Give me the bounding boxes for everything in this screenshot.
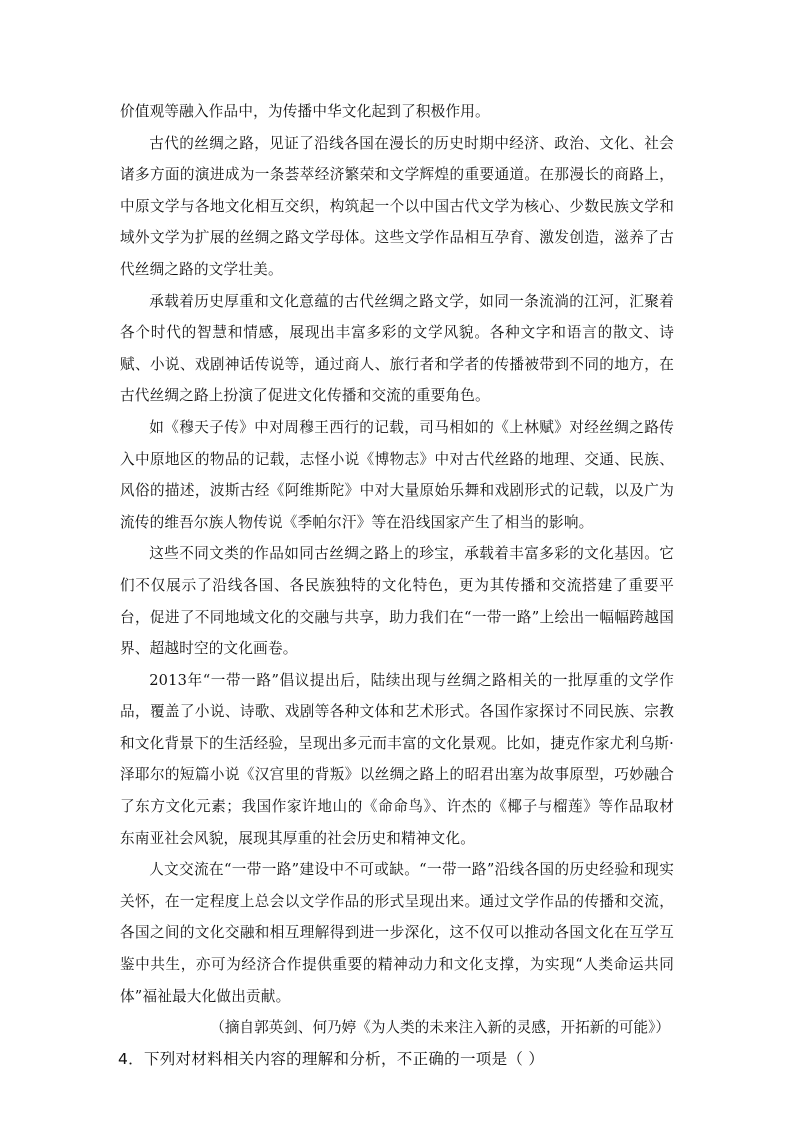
paragraph-silk-road-literature: 古代的丝绸之路，见证了沿线各国在漫长的历史时期中经济、政治、文化、社会诸多方面的演进成为一条荟萃经济繁荣和文学辉煌的重要通道。在那漫长的商路上，中原文学与各地文化相互交织，构筑起一个以中国古代文学为核心、少数民族文学和域外文学为扩展的丝绸之路文学母体。这些文学作品相互孕育、激发创造，滋养了古代丝绸之路的文学壮美。 [120, 134, 674, 278]
paragraph-belt-and-road-works: 2013年“一带一路”倡议提出后，陆续出现与丝绸之路相关的一批厚重的文学作品，覆盖了小说、诗歌、戏剧等各种文体和艺术形式。各国作家探讨不同民族、宗教和文化背景下的生活经验，呈现出多元而丰富的文化景观。比如，捷克作家尤利乌斯·泽耶尔的短篇小说《汉宫里的背叛》以丝绸之路上的昭君出塞为故事原型，巧妙融合了东方文化元素；我国作家许地山的《命命鸟》、许杰的《椰子与榴莲》等作品取材东南亚社会风貌，展现其厚重的社会历史和精神文化。 [120, 671, 674, 847]
paragraph-cultural-exchange: 人文交流在“一带一路”建设中不可或缺。“一带一路”沿线各国的历史经验和现实关怀，在一定程度上总会以文学作品的形式呈现出来。通过文学作品的传播和交流，各国之间的文化交融和相互理解得到进一步深化，这不仅可以推动各国文化在互学互鉴中共生，亦可为经济合作提供重要的精神动力和文化支撑，为实现“人类命运共同体”福祉最大化做出贡献。 [120, 861, 674, 1005]
source-citation: （摘自郭英剑、何乃婷《为人类的未来注入新的灵感，开拓新的可能》） [210, 1019, 670, 1037]
paragraph-continuation: 价值观等融入作品中，为传播中华文化起到了积极作用。 [120, 103, 490, 120]
paragraph-examples: 如《穆天子传》中对周穆王西行的记载，司马相如的《上林赋》对经丝绸之路传入中原地区的物品的记载，志怪小说《博物志》中对古代丝路的地理、交通、民族、风俗的描述，波斯古经《阿维斯陀》中对大量原始乐舞和戏剧形式的记载，以及广为流传的维吾尔族人物传说《季帕尔汗》等在沿线国家产生了相当的影响。 [120, 418, 674, 531]
document-page [120, 96, 674, 1074]
question-4: 4．下列对材料相关内容的理解和分析，不正确的一项是（ ） [118, 1049, 545, 1068]
paragraph-cultural-genes: 这些不同文类的作品如同古丝绸之路上的珍宝，承载着丰富多彩的文化基因。它们不仅展示了沿线各国、各民族独特的文化特色，更为其传播和交流搭建了重要平台，促进了不同地域文化的交融与共享，助力我们在“一带一路”上绘出一幅幅跨越国界、超越时空的文化画卷。 [120, 545, 674, 658]
paragraph-literary-style: 承载着历史厚重和文化意蕴的古代丝绸之路文学，如同一条流淌的江河，汇聚着各个时代的智慧和情感，展现出丰富多彩的文学风貌。各种文字和语言的散文、诗赋、小说、戏剧神话传说等，通过商人、旅行者和学者的传播被带到不同的地方，在古代丝绸之路上扮演了促进文化传播和交流的重要角色。 [120, 292, 674, 405]
